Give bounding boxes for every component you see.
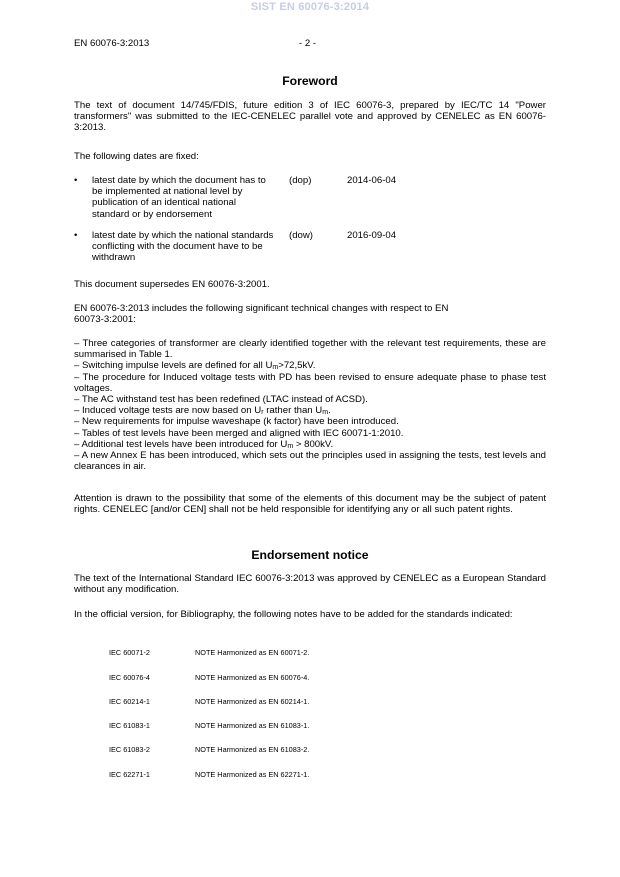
header-doc-id: EN 60076-3:2013 [74,38,150,49]
patent-notice: Attention is drawn to the possibility that some of the elements of this document may be the subject of patent rights. CENELEC [and/or CEN] shall not be held responsible for identifying any or all such patent rights. [74,493,546,516]
note-standard-code: IEC 60076-4 [109,673,150,682]
change-item: – Switching impulse levels are defined for all $U_m>72,5kV$. [74,360,316,372]
date-item-date: 2016-09-04 [347,230,397,241]
date-item-date: 2014-06-04 [347,175,397,186]
changes-list [74,338,546,472]
note-standard-code: IEC 60071-2 [109,648,150,657]
date-item-code: (dop) [289,175,312,186]
change-item: – A new Annex E has been introduced, which sets out the principles used in assigning the tests, test levels and clearances in air. [74,450,546,473]
bullet-icon: • [74,175,78,186]
note-text: NOTE Harmonized as EN 61083-1. [195,721,310,730]
note-standard-code: IEC 61083-2 [109,745,150,754]
note-text: NOTE Harmonized as EN 60214-1. [195,697,310,706]
change-item: – Tables of test levels have been merged and aligned with IEC 60071-1:2010. [74,427,404,439]
supersedes-statement: This document supersedes EN 60076-3:2001. [74,279,270,290]
change-item: – Additional test levels have been introduced for $U_m > 800kV$. [74,438,334,450]
note-text: NOTE Harmonized as EN 60076-4. [195,673,310,682]
change-item: – The AC withstand test has been redefined (LTAC instead of ACSD). [74,394,368,406]
change-item: – Induced voltage tests are now based on $U_r$ rather than $U_m$. [74,405,331,417]
header-page-number: - 2 - [299,38,317,49]
foreword-title: Foreword [282,74,338,88]
change-item: – New requirements for impulse waveshape (k factor) have been introduced. [74,416,399,428]
dates-intro: The following dates are fixed: [74,151,199,162]
date-item-text: latest date by which the national standards conflicting with the document have to be withdrawn [92,230,274,264]
note-standard-code: IEC 62271-1 [109,770,150,779]
note-text: NOTE Harmonized as EN 60071-2. [195,648,310,657]
endorsement-title: Endorsement notice [251,548,369,562]
change-item: – Three categories of transformer are clearly identified together with the relevant test requirements, these are summarised in Table 1. [74,338,546,361]
note-standard-code: IEC 61083-1 [109,721,150,730]
change-item: – The procedure for Induced voltage tests with PD has been revised to ensure adequate phase to phase test voltages. [74,371,546,394]
changes-intro: EN 60076-3:2013 includes the following significant technical changes with respect to EN 60073-3:2001: [74,303,449,326]
foreword-intro: The text of document 14/745/FDIS, future edition 3 of IEC 60076-3, prepared by IEC/TC 14 "Power transformers" was submitted to the IEC-CENELEC parallel vote and approved by CENELEC as EN 60076-3:2013. [74,100,546,134]
date-item-text: latest date by which the document has to be implemented at national level by publication of an identical national standard or by endorsement [92,175,266,220]
endorsement-text: The text of the International Standard IEC 60076-3:2013 was approved by CENELEC as a European Standard without any modification. [74,573,546,596]
watermark: SIST EN 60076-3:2014 [250,1,370,13]
date-item-code: (dow) [289,230,313,241]
note-text: NOTE Harmonized as EN 61083-2. [195,745,310,754]
bullet-icon: • [74,230,78,241]
bibliography-intro: In the official version, for Bibliography, the following notes have to be added for the standards indicated: [74,609,513,620]
note-standard-code: IEC 60214-1 [109,697,150,706]
note-text: NOTE Harmonized as EN 62271-1. [195,770,310,779]
